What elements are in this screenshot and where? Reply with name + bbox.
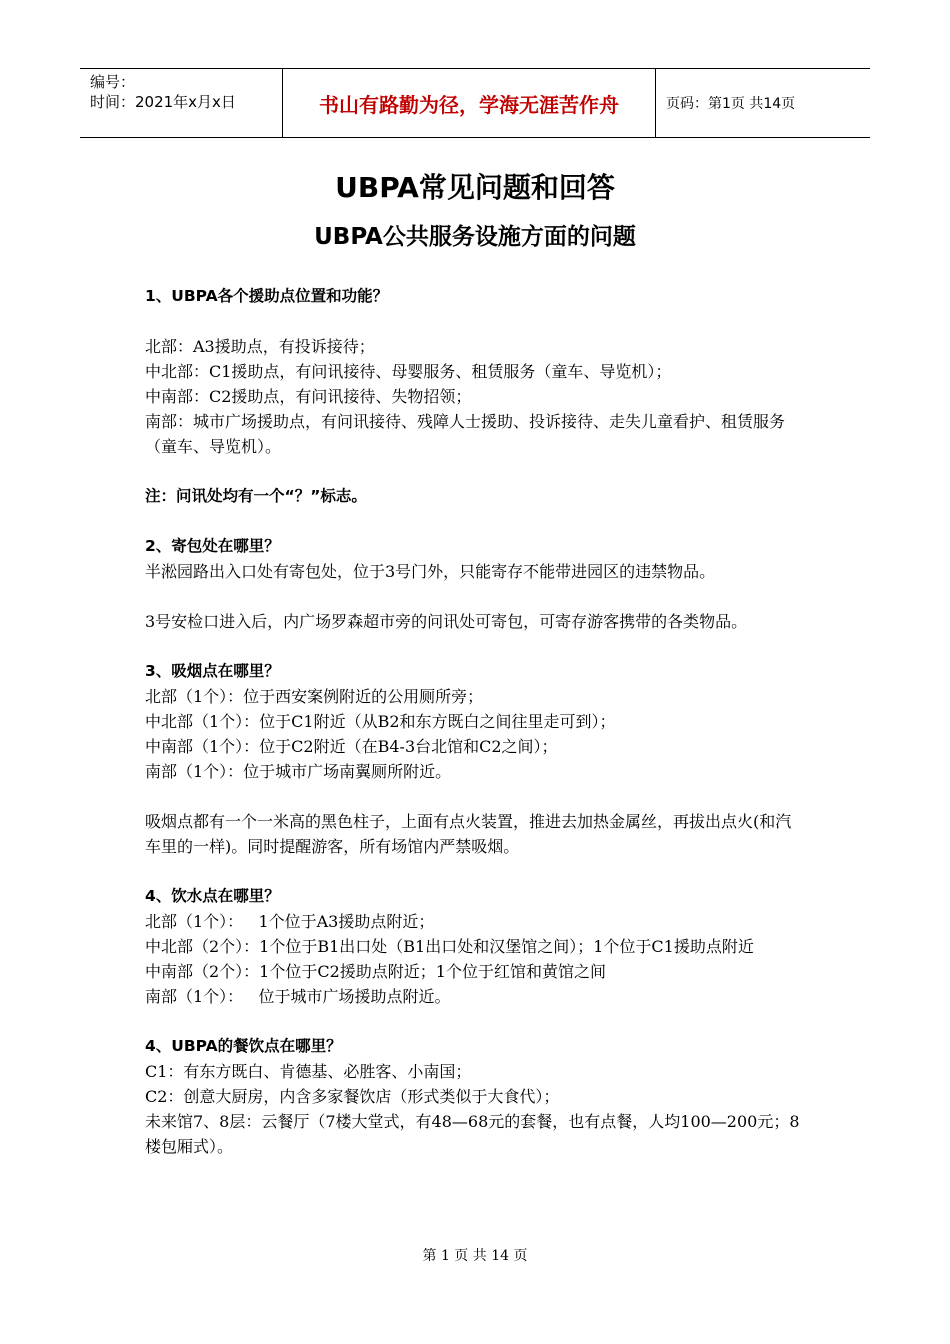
document-body bbox=[145, 284, 805, 1159]
page-subtitle: UBPA公共服务设施方面的问题 bbox=[314, 224, 636, 250]
question-3: 3、吸烟点在哪里？ bbox=[145, 662, 280, 680]
answer-paragraph: 半淞园路出入口处有寄包处，位于3号门外，只能寄存不能带进园区的违禁物品。 bbox=[145, 562, 716, 581]
header-page-info: 页码：第1页 共14页 bbox=[666, 96, 796, 112]
answer-paragraph: 3号安检口进入后，内广场罗森超市旁的问讯处可寄包，可寄存游客携带的各类物品。 bbox=[145, 612, 748, 631]
question-4: 4、饮水点在哪里？ bbox=[145, 887, 280, 905]
answer-line: 南部：城市广场援助点，有问讯接待、残障人士援助、投诉接待、走失儿童看护、租赁服务（童车、导览机）。 bbox=[145, 412, 786, 456]
answer-line: C1：有东方既白、肯德基、必胜客、小南国； bbox=[145, 1062, 472, 1081]
answer-line: 中北部（1个）：位于C1附近（从B2和东方既白之间往里走可到）； bbox=[145, 712, 616, 731]
page-title: UBPA常见问题和回答 bbox=[335, 171, 615, 204]
answer-line: 中南部（2个）：1个位于C2援助点附近；1个位于红馆和黄馆之间 bbox=[145, 962, 606, 981]
answer-line: 中南部（1个）：位于C2附近（在B4-3台北馆和C2之间）； bbox=[145, 737, 558, 756]
answer-line: 中南部：C2援助点，有问讯接待、失物招领； bbox=[145, 387, 472, 406]
date-label: 时间：2021年x月x日 bbox=[90, 93, 236, 111]
page-footer: 第 1 页 共 14 页 bbox=[422, 1248, 528, 1264]
number-label: 编号： bbox=[90, 73, 136, 91]
answer-line: 北部：A3援助点，有投诉接待； bbox=[145, 337, 375, 356]
answer-line: 北部（1个）： 1个位于A3援助点附近； bbox=[145, 912, 435, 931]
answer-line: 中北部：C1援助点，有问讯接待、母婴服务、租赁服务（童车、导览机）； bbox=[145, 362, 672, 381]
answer-line: C2：创意大厨房，内含多家餐饮店（形式类似于大食代）； bbox=[145, 1087, 560, 1106]
note: 注：问讯处均有一个“？”标志。 bbox=[145, 487, 367, 505]
header-table bbox=[80, 68, 870, 138]
answer-line: 中北部（2个）：1个位于B1出口处（B1出口处和汉堡馆之间）；1个位于C1援助点附近 bbox=[145, 937, 754, 956]
question-1: 1、UBPA各个援助点位置和功能？ bbox=[145, 287, 389, 305]
question-2: 2、寄包处在哪里？ bbox=[145, 537, 280, 555]
header-meta bbox=[80, 69, 282, 137]
answer-line: 未来馆7、8层：云餐厅（7楼大堂式，有48—68元的套餐，也有点餐，人均100—200元；8楼包厢式）。 bbox=[145, 1112, 800, 1156]
header-motto: 书山有路勤为径，学海无涯苦作舟 bbox=[282, 69, 656, 137]
answer-line: 南部（1个）： 位于城市广场援助点附近。 bbox=[145, 987, 451, 1006]
question-5: 4、UBPA的餐饮点在哪里？ bbox=[145, 1037, 342, 1055]
answer-paragraph: 吸烟点都有一个一米高的黑色柱子，上面有点火装置，推进去加热金属丝，再拔出点火(和汽车里的一样)。同时提醒游客，所有场馆内严禁吸烟。 bbox=[145, 812, 792, 856]
answer-line: 北部（1个）：位于西安案例附近的公用厕所旁； bbox=[145, 687, 484, 706]
answer-line: 南部（1个）：位于城市广场南翼厕所附近。 bbox=[145, 762, 452, 781]
